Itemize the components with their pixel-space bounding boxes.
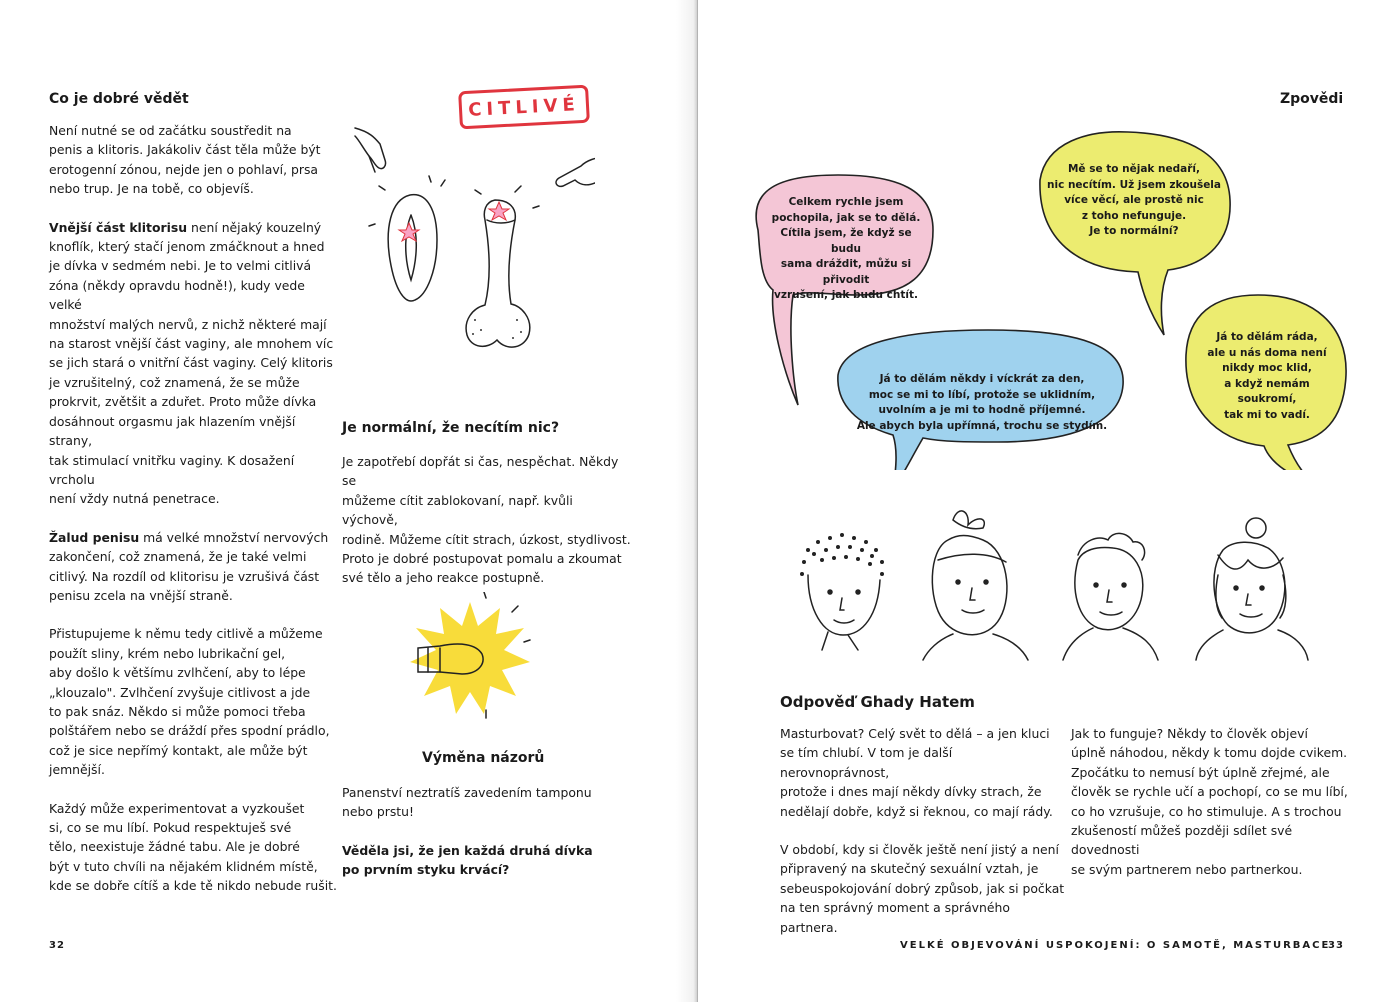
pointing-hand-right-icon [556,156,595,186]
bubble-text-pink: Celkem rychle jsem pochopila, jak se to dělá. Cítila jsem, že když se budu sama dráždit, můžu si přivodit vzrušení, jak budu chtít. [771,196,921,301]
bubble-text-blue: Já to dělám někdy i víckrát za den, moc se mi to líbí, protože se uklidním, uvolním a je mi to hodně příjemné. Ale abych byla upřímná, trochu se stydím. [856,373,1108,432]
penis-drawing [466,200,530,347]
bubble-text-yellow-right: Já to dělám ráda, ale u nás doma není nikdy moc klid, a když nemám soukromí, tak mi to vadí. [1207,331,1327,421]
paragraph-pristupujeme: Přistupujeme k němu tedy citlivě a můžeme použít sliny, krém nebo lubrikační gel, aby došlo k většímu zvlhčení, aby to lépe „klouzalo". Zvlhčení zvyšuje citlivost a jde to pak snáz. Někdo si může pomoci třeba polštářem nebo se dráždí přes spodní prádlo, což je sice nepřímý kontakt, ale může být jemnější. [49,626,330,778]
answer-heading: Odpověď Ghady Hatem [780,693,975,711]
face-bun-hair-icon [1196,518,1308,660]
boxing-glove-illustration [400,592,540,722]
faces-illustration [778,500,1338,670]
paragraph-zalud: Žalud penisu má velké množství nervových zakončení, což znamená, že je také velmi citlivý. Na rozdíl od klitorisu je vzrušivá část penisu zcela na vnější straně. [49,529,329,603]
question-text: Je zapotřebí dopřát si čas, nespěchat. Někdy se můžeme cítit zablokovaní, např. kvůli výchově, rodině. Můžeme cítit strach, úzkost, stydlivost. Proto je dobré postupovat pomalu a zkoumat své tělo a jeho reakce postupně. [342,454,631,586]
left-page [0,0,696,1002]
bubble-text-yellow-top: Mě se to nějak nedaří, nic necítím. Už jsem zkoušela více věcí, ale prostě nic z toho nefunguje. Je to normální? [1047,163,1221,237]
paragraph-intro: Není nutné se od začátku soustředit na penis a klitoris. Jakákoliv část těla může být erotogenní zónou, nejde jen o pohlaví, prsa nebo trup. Je na tobě, co objevíš. [49,123,321,197]
section-heading-zpovedi: Zpovědi [1280,91,1344,107]
question-heading: Je normální, že necítím nic? [342,420,560,436]
page-number-right: 33 [1328,940,1344,951]
face-short-curly-icon [1063,533,1158,660]
vymena-text: Panenství neztratíš zavedením tamponu nebo prstu! Věděla jsi, že jen každá druhá dívka po prvním styku krvácí? [342,785,593,878]
face-bow-hair-icon [923,511,1028,660]
anatomy-illustration [345,120,595,360]
left-column-text [49,121,339,915]
running-head: VELKÉ OBJEVOVÁNÍ USPOKOJENÍ: O SAMOTĚ, MASTURBACE [900,940,1331,951]
answer-column-1: Masturbovat? Celý svět to dělá – a jen kluci se tím chlubí. V tom je další nerovnoprávnost, protože i dnes mají někdy dívky strach, že nedělají dobře, když si řeknou, co mají rády. V období, kdy si člověk ještě není jistý a není připravený na skutečný sexuální vztah, je sebeuspokojování dobrý způsob, jak si počkat na ten správný moment a správného partnera. [780,726,1065,935]
paragraph-klitoris: Vnější část klitorisu není nějaký kouzelný knoflík, který stačí jenom zmáčknout a hned je dívka v sedmém nebi. Je to velmi citlivá zóna (někdy opravdu hodně!), kudy vede velké množství malých nervů, z nichž některé mají na starost vnější část vaginy, ale mnohem víc se jich stará o vnitřní část vaginy. Celý klitoris je vzrušitelný, což znamená, že se může prokrvit, zvětšit a zduřet. Proto může dívka dosáhnout orgasmu jak hlazením vnější strany, tak stimulací vnitřku vaginy. K dosažení vrcholu není vždy nutná penetrace. [49,219,334,507]
face-curly-hair-icon [808,575,880,650]
section-heading-co-je-dobre: Co je dobré vědět [49,91,189,107]
pointing-hand-left-icon [355,128,386,169]
answer-column-2: Jak to funguje? Někdy to člověk objeví úplně náhodou, někdy k tomu dojde cvikem. Zpočátku to nemusí být úplně zřejmé, ale člověk se rychle učí a pochopí, co se mu líbí, co ho vzrušuje, co ho stimuluje. A s trochou zkušeností můžeš později sdílet své dovednosti se svým partnerem nebo partnerkou. [1071,726,1348,877]
page-number-left: 32 [49,940,65,951]
star-icon [489,202,509,220]
vymena-heading: Výměna názorů [422,750,545,766]
paragraph-experimentovat: Každý může experimentovat a vyzkoušet si, co se mu líbí. Pokud respektuješ své tělo, neexistuje žádné tabu. Ale je dobré být v tuto chvíli na nějakém klidném místě, kde se dobře cítíš a kde tě nikdo nebude rušit. [49,800,337,894]
vulva-drawing [388,195,437,301]
citlive-stamp: CITLIVÉ [458,85,590,130]
right-page [698,0,1394,1002]
